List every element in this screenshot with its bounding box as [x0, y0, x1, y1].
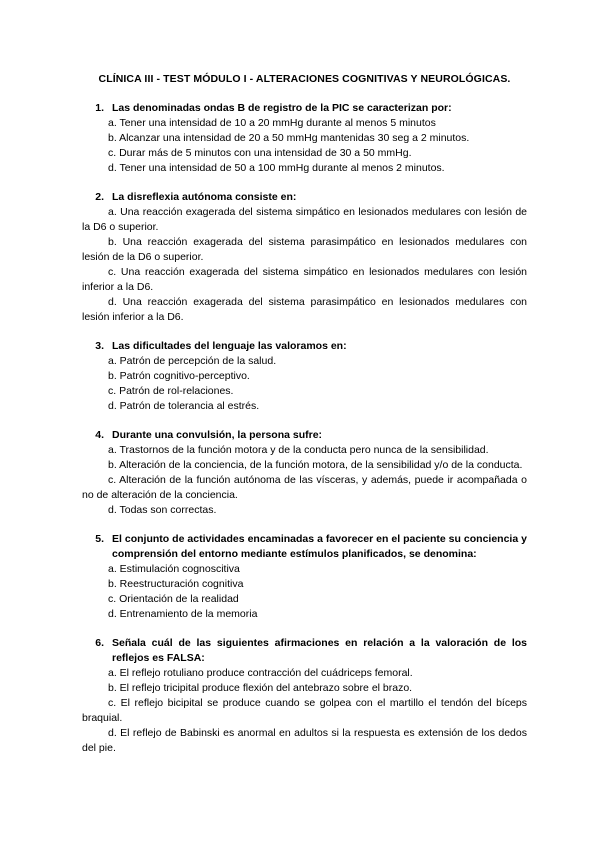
- question-5: [82, 532, 527, 622]
- option-b: b. El reflejo tricipital produce flexión del antebrazo sobre el brazo.: [108, 682, 413, 694]
- option-c: c. Durar más de 5 minutos con una intensidad de 30 a 50 mmHg.: [108, 147, 412, 159]
- option-a: a. Trastornos de la función motora y de la conducta pero nunca de la sensibilidad.: [108, 444, 489, 456]
- question-text: Las dificultades del lenguaje las valoramos en:: [112, 340, 347, 352]
- option-b: b. Reestructuración cognitiva: [108, 578, 244, 590]
- question-number: 5.: [95, 533, 104, 545]
- question-6: [82, 636, 527, 756]
- document-page: [82, 72, 527, 770]
- option-a: a. Estimulación cognoscitiva: [108, 563, 240, 575]
- option-d: d. Una reacción exagerada del sistema parasimpático en lesionados medulares con lesión inferior a la D6.: [82, 296, 527, 323]
- option-b: b. Una reacción exagerada del sistema parasimpático en lesionados medulares con lesión de la D6 o superior.: [82, 236, 527, 263]
- option-d: d. Tener una intensidad de 50 a 100 mmHg durante al menos 2 minutos.: [108, 162, 445, 174]
- question-number: 3.: [95, 340, 104, 352]
- question-4: [82, 428, 527, 518]
- option-c: c. Orientación de la realidad: [108, 593, 239, 605]
- option-c: c. Una reacción exagerada del sistema simpático en lesionados medulares con lesión inferior a la D6.: [82, 266, 527, 293]
- option-a: a. Patrón de percepción de la salud.: [108, 355, 277, 367]
- option-d: d. Patrón de tolerancia al estrés.: [108, 400, 260, 412]
- option-b: b. Alcanzar una intensidad de 20 a 50 mmHg mantenidas 30 seg a 2 minutos.: [108, 132, 470, 144]
- option-b: b. Patrón cognitivo-perceptivo.: [108, 370, 250, 382]
- question-text: La disreflexia autónoma consiste en:: [112, 191, 297, 203]
- question-number: 2.: [95, 191, 104, 203]
- option-b: b. Alteración de la conciencia, de la función motora, de la sensibilidad y/o de la conducta.: [108, 459, 523, 471]
- option-a: a. Una reacción exagerada del sistema simpático en lesionados medulares con lesión de la D6 o superior.: [82, 206, 527, 233]
- option-d: d. Todas son correctas.: [108, 504, 217, 516]
- option-a: a. Tener una intensidad de 10 a 20 mmHg durante al menos 5 minutos: [108, 117, 436, 129]
- option-c: c. Alteración de la función autónoma de las vísceras, y además, puede ir acompañada o no de alteración de la conciencia.: [82, 474, 527, 501]
- option-c: c. El reflejo bicipital se produce cuando se golpea con el martillo el tendón del bíceps braquial.: [82, 697, 527, 724]
- question-text: Señala cuál de las siguientes afirmaciones en relación a la valoración de los reflejos es FALSA:: [112, 637, 527, 664]
- question-3: [82, 339, 527, 414]
- option-d: d. El reflejo de Babinski es anormal en adultos si la respuesta es extensión de los dedos del pie.: [82, 727, 527, 754]
- question-number: 4.: [95, 429, 104, 441]
- question-2: [82, 190, 527, 325]
- question-text: El conjunto de actividades encaminadas a favorecer en el paciente su conciencia y comprensión del entorno mediante estímulos planificados, se denomina:: [112, 533, 527, 560]
- question-number: 1.: [95, 102, 104, 114]
- option-d: d. Entrenamiento de la memoria: [108, 608, 258, 620]
- question-text: Durante una convulsión, la persona sufre:: [112, 429, 323, 441]
- option-c: c. Patrón de rol-relaciones.: [108, 385, 234, 397]
- option-a: a. El reflejo rotuliano produce contracción del cuádriceps femoral.: [108, 667, 413, 679]
- document-title: CLÍNICA III - TEST MÓDULO I - ALTERACIONES COGNITIVAS Y NEUROLÓGICAS.: [98, 73, 511, 85]
- question-number: 6.: [95, 637, 104, 649]
- question-text: Las denominadas ondas B de registro de la PIC se caracterizan por:: [112, 102, 452, 114]
- question-1: [82, 101, 527, 176]
